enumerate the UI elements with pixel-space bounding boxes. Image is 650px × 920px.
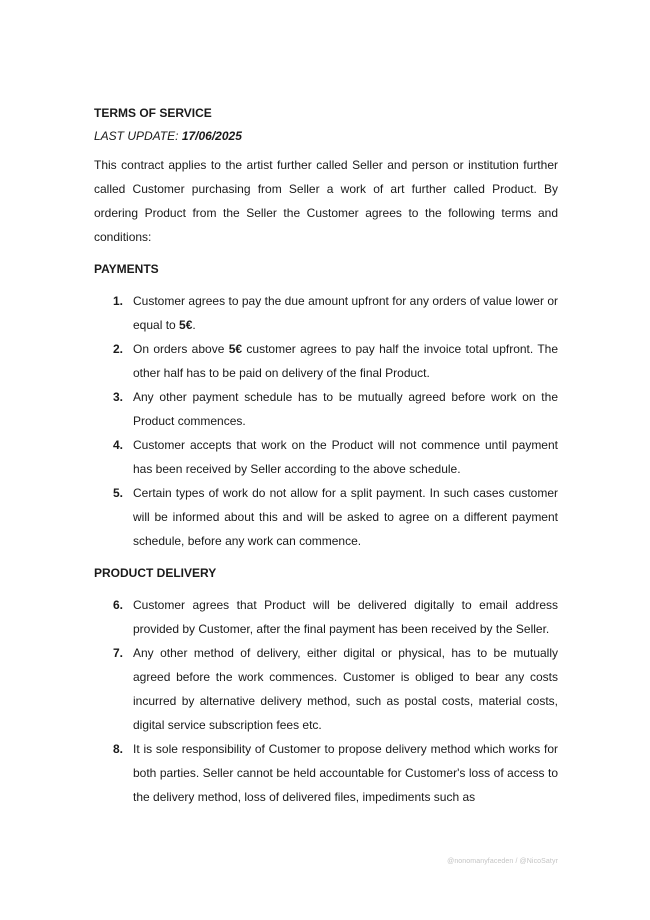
list-item xyxy=(94,481,558,553)
last-update-label: LAST UPDATE: xyxy=(94,129,179,143)
item-number: 4. xyxy=(112,438,123,452)
item-text: Any other method of delivery, either digital or physical, has to be mutually agreed before the work commences. Customer is obliged to bear any costs incurred by alternative delivery method, such as postal costs, material costs, digital service subscription fees etc. xyxy=(133,646,558,732)
item-number: 8. xyxy=(112,742,123,756)
item-text: Customer accepts that work on the Product will not commence until payment has been received by Seller according to the above schedule. xyxy=(133,438,558,476)
item-number: 2. xyxy=(112,342,123,356)
list-item xyxy=(94,385,558,433)
footer-credit: @nonomanyfaceden / @NicoSatyr xyxy=(447,858,558,865)
last-update-date: 17/06/2025 xyxy=(181,129,242,143)
item-text: Any other payment schedule has to be mutually agreed before work on the Product commences. xyxy=(133,390,558,428)
item-number: 1. xyxy=(112,294,123,308)
intro-paragraph: This contract applies to the artist further called Seller and person or institution further called Customer purchasing from Seller a work of art further called Product. By ordering Product from the Seller the Customer agrees to the following terms and conditions: xyxy=(94,158,558,244)
item-text: Customer agrees that Product will be delivered digitally to email address provided by Customer, after the final payment has been received by the Seller. xyxy=(133,598,558,636)
list-item xyxy=(94,641,558,737)
payments-list xyxy=(94,289,558,553)
item-number: 3. xyxy=(112,390,123,404)
item-number: 7. xyxy=(112,646,123,660)
payments-heading: PAYMENTS xyxy=(94,262,159,276)
page-title: TERMS OF SERVICE xyxy=(94,106,212,120)
item-text: It is sole responsibility of Customer to propose delivery method which works for both parties. Seller cannot be held accountable for Customer's loss of access to the delivery method, loss of delivered files, impediments such as xyxy=(133,742,558,804)
delivery-list xyxy=(94,593,558,809)
item-text: On orders above 5€ customer agrees to pay half the invoice total upfront. The other half has to be paid on delivery of the final Product. xyxy=(133,342,559,380)
item-number: 5. xyxy=(112,486,123,500)
list-item xyxy=(94,737,558,809)
list-item xyxy=(94,289,558,337)
item-text: Certain types of work do not allow for a split payment. In such cases customer will be informed about this and will be asked to agree on a different payment schedule, before any work can commence. xyxy=(133,486,558,548)
item-number: 6. xyxy=(112,598,123,612)
list-item xyxy=(94,433,558,481)
list-item xyxy=(94,593,558,641)
list-item xyxy=(94,337,558,385)
item-text: Customer agrees to pay the due amount upfront for any orders of value lower or equal to 5€. xyxy=(133,294,558,332)
delivery-heading: PRODUCT DELIVERY xyxy=(94,566,217,580)
last-update xyxy=(94,127,558,145)
